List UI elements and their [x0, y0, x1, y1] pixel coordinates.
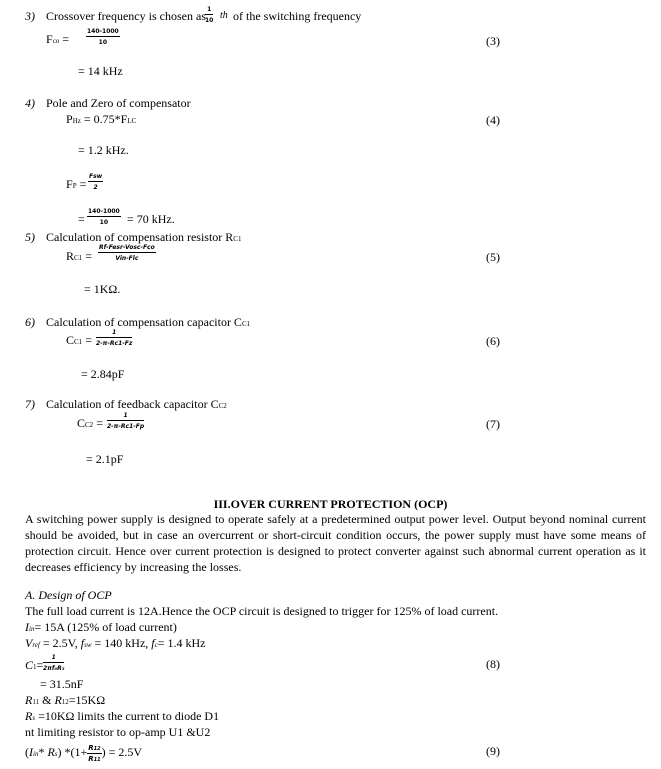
- rs-line: Rs =10KΩ limits the current to diode D1: [25, 709, 220, 723]
- item-3-th: th: [220, 10, 228, 21]
- equation-number-9: (9): [486, 744, 500, 758]
- cc2-result: = 2.1pF: [86, 452, 124, 466]
- item-5-text: Calculation of compensation resistor RC1: [46, 230, 242, 244]
- rc1-label: RC1 =: [66, 249, 92, 263]
- item-3-text: [46, 10, 206, 22]
- equation-number-7: (7): [486, 417, 500, 431]
- c1-fraction: $\frac{1}{\text{2πf₀R₃}}$: [43, 654, 65, 672]
- cc1-label: CC1 =: [66, 333, 92, 347]
- fp-fraction: Fsw 2: [89, 173, 103, 191]
- c1-label: C1=: [25, 658, 44, 672]
- eq9-line: (Iin* Rs) *(1+ $\frac{R12}{R11}$ ) = 2.5V: [25, 744, 143, 763]
- nt-line: nt limiting resistor to op-amp U1 &U2: [25, 725, 211, 739]
- section-heading: III.OVER CURRENT PROTECTION (OCP): [213, 497, 448, 511]
- item-7-text: Calculation of feedback capacitor CC2: [46, 397, 227, 411]
- subsection-title: A. Design of OCP: [25, 588, 112, 602]
- vref-line: Vref = 2.5V, fsw = 140 kHz, fc= 1.4 kHz: [25, 636, 206, 650]
- item-number-3: 3): [25, 9, 35, 23]
- cc1-fraction: $\frac{1}{2‐\pi‐Rc1‐Fz}$: [96, 329, 133, 347]
- item-number-7: 7): [25, 397, 35, 411]
- item-number-6: 6): [25, 315, 35, 329]
- equation-number-5: (5): [486, 250, 500, 264]
- iin-line: Iin= 15A (125% of load current): [25, 620, 177, 634]
- fp-label: FP =: [66, 177, 87, 191]
- fp2-eq: =: [78, 212, 85, 226]
- equation-number-3: (3): [486, 34, 500, 48]
- item-number-5: 5): [25, 230, 35, 244]
- cc2-label: CC2 =: [77, 416, 103, 430]
- cc2-fraction: $\frac{1}{2‐\pi‐Rc1‐Fp}$: [107, 412, 145, 430]
- item-3-text-c: of the switching frequency: [233, 9, 362, 23]
- section-paragraph: A switching power supply is designed to operate safely at a predetermined output power level. Output beyond nominal current should be avoided, but in case an overcurrent or short-circuit condition occurs, the power supply must have some means of protection circuit. Hence over current protection is designed to protect converter against such abnormal current operation as it decreases efficiency by increasing the losses.: [25, 512, 646, 574]
- c1-result: = 31.5nF: [40, 677, 84, 691]
- item-4-text: Pole and Zero of compensator: [46, 96, 191, 110]
- plz-equation: PHz = 0.75*FLC: [66, 112, 137, 126]
- rc1-result: = 1KΩ.: [84, 282, 121, 296]
- cc1-result: = 2.84pF: [81, 367, 125, 381]
- fp2-fraction: $\frac{140‐1000}{10}$: [88, 208, 120, 226]
- item-3-text-a: Crossover frequency is chosen as: [46, 9, 206, 23]
- subsection-line-1: The full load current is 12A.Hence the OCP circuit is designed to trigger for 125% of load current.: [25, 604, 499, 618]
- eq9-fraction: $\frac{R12}{R11}$: [88, 744, 101, 763]
- rc1-fraction: Rf‐Fesr‐Vosc‐Fco Vin‐Flc: [99, 244, 155, 262]
- crossover-fraction-num: 1: [205, 6, 213, 15]
- plz-result: = 1.2 kHz.: [78, 143, 129, 157]
- fco-label: Fco =: [46, 32, 70, 46]
- equation-number-8: (8): [486, 657, 500, 671]
- r11-line: R11 & R12=15KΩ: [25, 693, 106, 707]
- crossover-fraction-den: 10: [205, 17, 214, 24]
- equation-number-4: (4): [486, 113, 500, 127]
- equation-number-6: (6): [486, 334, 500, 348]
- fco-fraction: $\frac{140‐1000}{10}$: [87, 28, 119, 46]
- crossover-fraction: [205, 6, 213, 24]
- fp2-result: = 70 kHz.: [127, 212, 175, 226]
- item-number-4: 4): [25, 96, 35, 110]
- fco-result: = 14 kHz: [78, 64, 123, 78]
- item-6-text: Calculation of compensation capacitor CC1: [46, 315, 251, 329]
